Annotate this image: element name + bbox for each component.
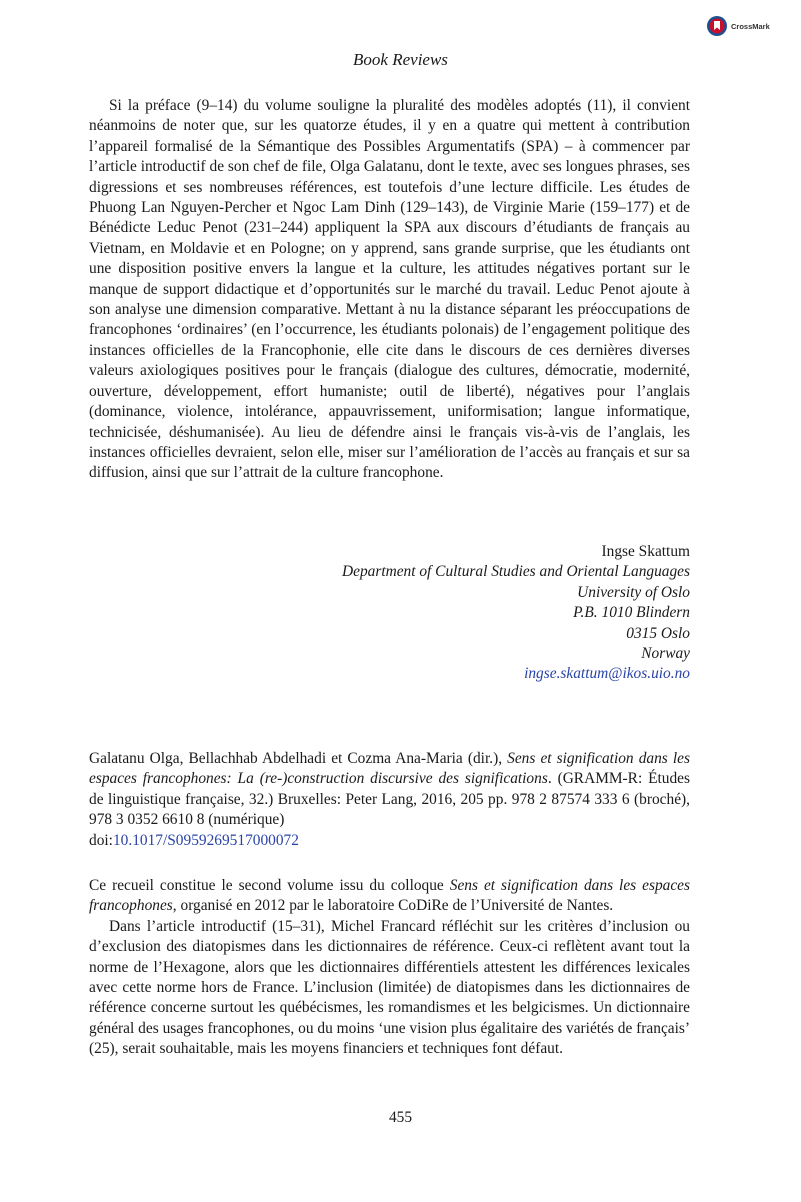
- reviewer-email-link[interactable]: ingse.skattum@ikos.uio.no: [524, 665, 690, 683]
- reviewer-city: 0315 Oslo: [626, 624, 690, 642]
- book-details: . (GRAMM-R: Études de linguistique française, 32.) Bruxelles: Peter Lang, 2016, 205 pp. 978 2 87574 333 6 (broché), 978 3 0352 6610 8 (numérique): [89, 770, 691, 829]
- review-paragraph: Dans l’article introductif (15–31), Michel Francard réfléchit sur les critères d’inclusion ou d’exclusion des diatopismes dans les dictionnaires de référence. Ceux-ci reflètent avant tout la norme de l’Hexagone, alors que les dictionnaires différentiels attestent les différences lexicales avec cette norme hors de France. L’inclusion (limitée) de diatopismes dans les dictionnaires de référence concerne surtout les québécismes, les romandismes et les belgicismes. Un dictionnaire général des usages francophones, ou du moins ‘une vision plus égalitaire des variétés de français’ (25), serait souhaitable, mais les moyens financiers et techniques font défaut.: [89, 917, 690, 1058]
- running-title: Book Reviews: [353, 50, 448, 69]
- crossmark-icon: [706, 15, 728, 37]
- book-reference: [89, 749, 690, 851]
- reviewer-country: Norway: [641, 645, 690, 663]
- review-body-2: [89, 876, 690, 1060]
- page-number: 455: [388, 1109, 413, 1126]
- crossmark-badge[interactable]: [706, 15, 770, 37]
- review-paragraph-intro: [89, 876, 690, 917]
- reviewer-university: University of Oslo: [577, 583, 690, 601]
- doi-link[interactable]: 10.1017/S0959269517000072: [112, 831, 299, 849]
- book-title: Sens et signification dans les espaces francophones: La (re-)construction discursive des significations: [89, 750, 690, 788]
- intro-text-end: , organisé en 2012 par le laboratoire CoDiRe de l’Université de Nantes.: [172, 897, 614, 915]
- crossmark-label: CrossMark: [731, 21, 770, 31]
- reviewer-department: Department of Cultural Studies and Oriental Languages: [342, 563, 690, 581]
- doi-prefix: doi:: [89, 831, 113, 849]
- reviewer-name: Ingse Skattum: [601, 543, 690, 560]
- colloquium-title: Sens et signification dans les espaces francophones: [89, 877, 690, 915]
- reviewer-signature: [89, 542, 690, 685]
- book-authors: Galatanu Olga, Bellachhab Abdelhadi et Cozma Ana-Maria (dir.),: [89, 750, 508, 767]
- review-body-1: [89, 96, 690, 484]
- review-paragraph: Si la préface (9–14) du volume souligne la pluralité des modèles adoptés (11), il convient néanmoins de noter que, sur les quatorze études, il y en a quatre qui mettent à contribution l’appareil formalisé de la Sémantique des Possibles Argumentatifs (SPA) – à commencer par l’article introductif de son chef de file, Olga Galatanu, dont le texte, avec ses longues phrases, ses digressions et ses nombreuses références, est toutefois d’une lecture difficile. Les études de Phuong Lan Nguyen-Percher et Ngoc Lam Dinh (129–143), de Virginie Marie (159–177) et de Bénédicte Leduc Penot (231–244) appliquent la SPA aux discours d’étudiants de français au Vietnam, en Moldavie et en Pologne; on y apprend, sans grande surprise, que les étudiants ont une disposition positive envers la langue et la culture, les attitudes négatives portant sur le manque de support didactique et d’opportunités sur le marché du travail. Leduc Penot ajoute à son analyse une dimension comparative. Mettant à nu la distance séparant les préoccupations de francophones ‘ordinaires’ (en l’occurrence, les étudiants polonais) de l’engagement politique des instances officielles de la Francophonie, elle cite dans le discours de ces dernières diverses valeurs axiologiques positives pour le français (dialogue des cultures, démocratie, modernité, ouverture, développement, effort humaniste; outil de liberté), négatives pour l’anglais (dominance, violence, intolérance, appauvrissement, uniformisation; langue informatique, technicisée, déshumanisée). Au lieu de défendre ainsi le français vis-à-vis de l’anglais, les instances officielles devraient, selon elle, miser sur l’amélioration de l’accès au français et sur sa diffusion, ainsi que sur l’attrait de la culture francophone.: [89, 97, 690, 482]
- reviewer-address: P.B. 1010 Blindern: [573, 604, 690, 622]
- intro-text: Ce recueil constitue le second volume issu du colloque: [89, 877, 450, 894]
